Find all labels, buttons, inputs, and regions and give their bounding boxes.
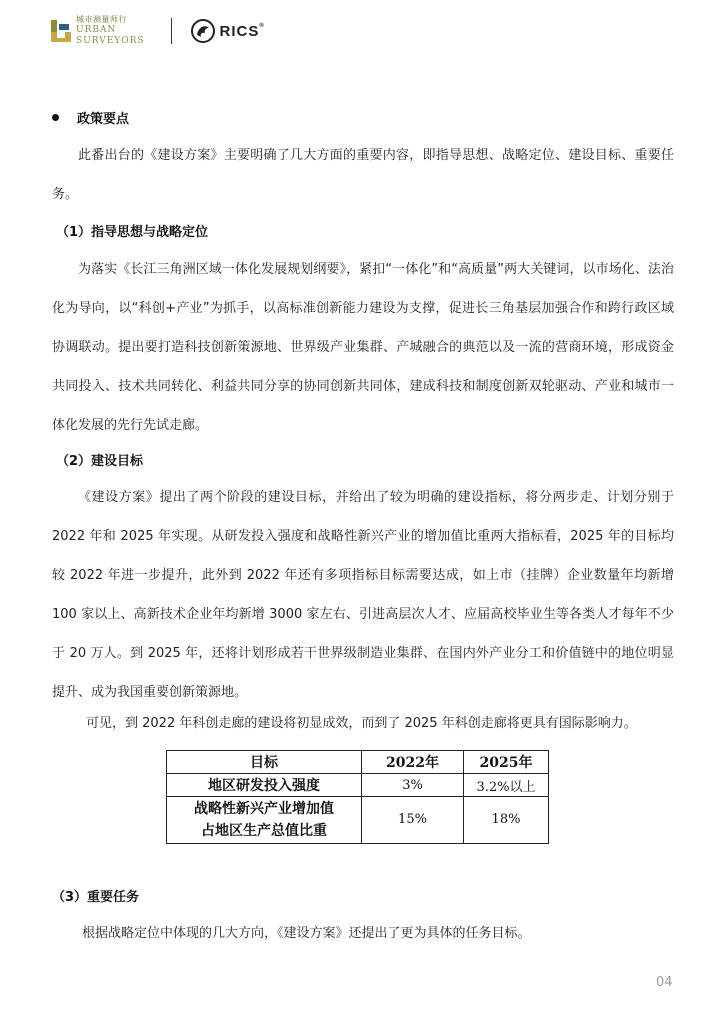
page-header (50, 14, 265, 48)
header-goal: 目标 (167, 751, 362, 774)
header-divider (171, 18, 172, 44)
registered-mark: ® (259, 22, 265, 29)
row-label: 地区研发投入强度 (167, 774, 362, 797)
paragraph-guiding-ideology: 为落实《长江三角洲区域一体化发展规划纲要》，紧扣“一体化”和“高质量”两大关键词，以市场化、法治化为导向，以“科创+产业”为抓手，以高标准创新能力建设为支撑，促进长三角基层加强合作和跨行政区域协调联动。提出要打造科技创新策源地、世界级产业集群、产城融合的典范以及一流的营商环境，形成资金共同投入、技术共同转化、利益共同分享的协同创新共同体，建成科技和制度创新双轮驱动、产业和城市一体化发展的先行先试走廊。 (52, 262, 674, 433)
section-title-text: 政策要点 (77, 112, 130, 127)
bullet-icon (52, 114, 59, 121)
logo-cn-text: 城市测量师行 (76, 15, 127, 24)
row-value-2022: 3% (362, 774, 464, 797)
paragraph-construction-goals: 《建设方案》提出了两个阶段的建设目标，并给出了较为明确的建设指标，将分两步走、计划分别于 2022 年和 2025 年实现。从研发投入强度和战略性新兴产业的增加值比重两大指标看，2025 年的目标均较 2022 年进一步提升，此外到 2022 年还有多项指标目标需要达成，如上市（挂牌）企业数量年均新增 100 家以上、高新技术企业年均新增 3000 家左右、引进高层次人才、应届高校毕业生等各类人才每年不少于 20 万人。到 2025 年，还将计划形成若干世界级制造业集群、在国内外产业分工和价值链中的地位明显提升、成为我国重要创新策源地。 (52, 490, 674, 700)
urban-surveyors-wordmark (76, 16, 145, 46)
section-title (52, 108, 129, 127)
page-number: 04 (656, 975, 673, 990)
row-value-2022: 15% (362, 797, 464, 844)
logo-en-line-2: SURVEYORS (76, 36, 145, 46)
rics-text: RICS (219, 22, 260, 40)
header-2022: 2022年 (362, 751, 464, 774)
rics-logo (190, 18, 265, 44)
targets-table (166, 750, 549, 844)
table-row (167, 797, 549, 844)
summary-sentence: 可见，到 2022 年科创走廊的建设将初显成效，而到了 2025 年科创走廊将更具有国际影响力。 (86, 716, 637, 731)
table-row (167, 774, 549, 797)
table-header-row (167, 751, 549, 774)
row-value-2025: 18% (464, 797, 549, 844)
heading-key-tasks: （3）重要任务 (52, 890, 140, 905)
row-value-2025: 3.2%以上 (464, 774, 549, 797)
rics-wordmark (220, 23, 265, 40)
paragraph-key-tasks: 根据战略定位中体现的几大方向，《建设方案》还提出了更为具体的任务目标。 (82, 926, 531, 941)
lion-icon (190, 18, 216, 44)
logo-en-line-1: URBAN (76, 25, 117, 35)
heading-guiding-ideology: （1）指导思想与战略定位 (56, 225, 209, 240)
row-label-line-1: 战略性新兴产业增加值 (194, 801, 334, 817)
urban-surveyors-logo-icon (50, 18, 72, 44)
intro-paragraph: 此番出台的《建设方案》主要明确了几大方面的重要内容，即指导思想、战略定位、建设目标、重要任务。 (52, 148, 674, 202)
header-2025: 2025年 (464, 751, 549, 774)
row-label (167, 797, 362, 844)
heading-construction-goals: （2）建设目标 (56, 454, 144, 469)
row-label-line-2: 占地区生产总值比重 (201, 823, 327, 839)
